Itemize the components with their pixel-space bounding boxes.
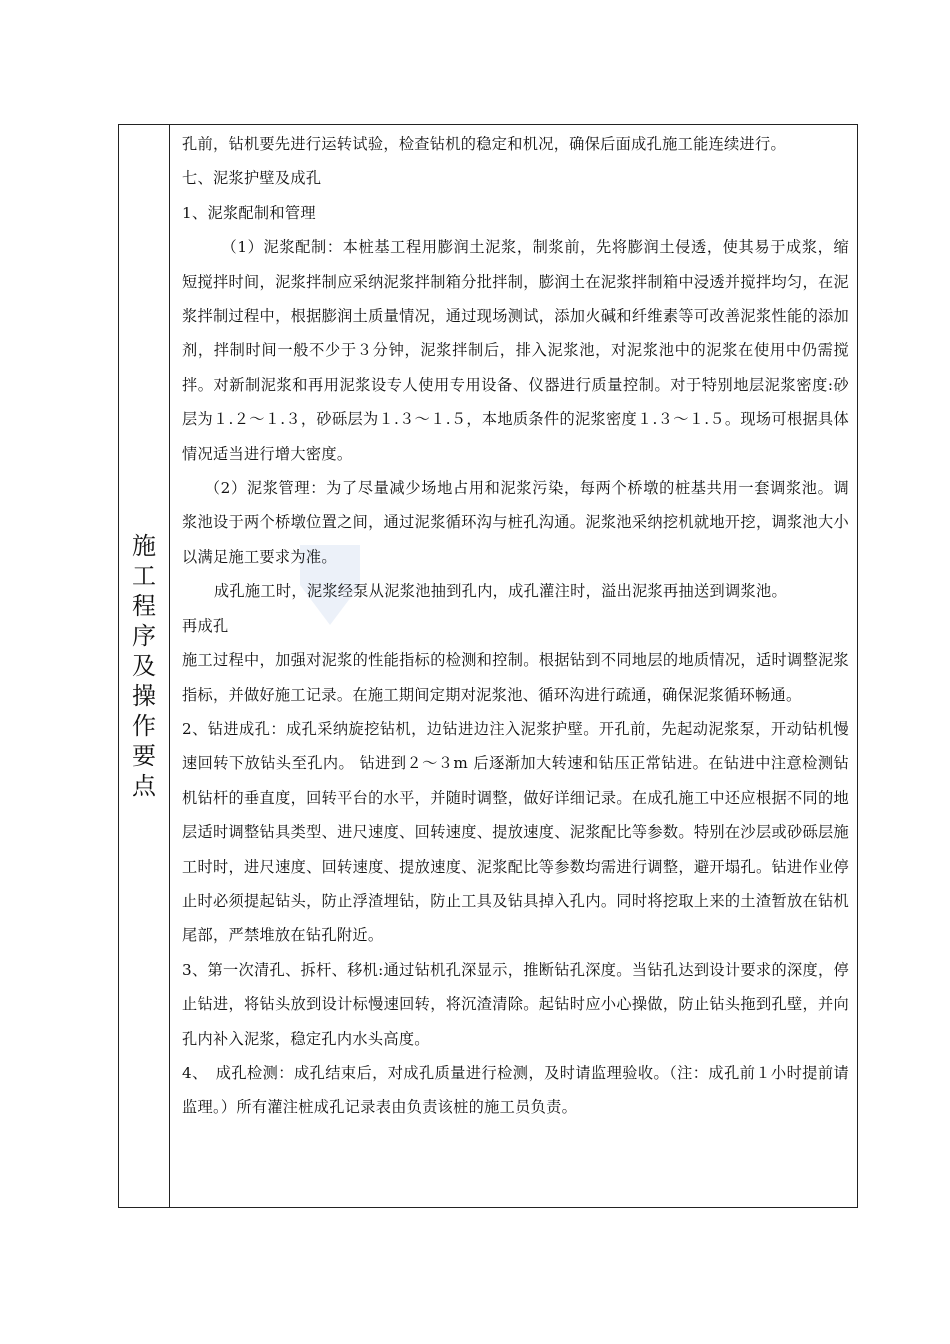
paragraph-mud-management: （2）泥浆管理：为了尽量减少场地占用和泥浆污染，每两个桥墩的桩基共用一套调浆池。调浆池设于两个桥墩位置之间，通过泥浆循环沟与桩孔沟通。泥浆池采纳挖机就地开挖，调浆池大小以满足施工要求为准。 — [182, 479, 849, 566]
paragraph-drill-test: 孔前，钻机要先进行运转试验，检查钻机的稳定和机况，确保后面成孔施工能连续进行。 — [182, 135, 787, 153]
paragraph-mud-prep: （1）泥浆配制：本桩基工程用膨润土泥浆，制浆前，先将膨润土侵透，使其易于成浆，缩短搅拌时间，泥浆拌制应采纳泥浆拌制箱分批拌制，膨润土在泥浆拌制箱中浸透并搅拌均匀，在泥浆拌制过程中，根据膨润土质量情况，通过现场测试，添加火碱和纤维素等可改善泥浆性能的添加剂，拌制时间一般不少于３分钟，泥浆拌制后，排入泥浆池，对泥浆池中的泥浆在使用中仍需搅拌。对新制泥浆和再用泥浆设专人使用专用设备、仪器进行质量控制。对于特别地层泥浆密度:砂层为１.２～１.３，砂砾层为１.３～１.５，本地质条件的泥浆密度１.３～１.５。现场可根据具体情况适当进行增大密度。 — [182, 238, 849, 463]
paragraph-drilling: 2、钻进成孔：成孔采纳旋挖钻机，边钻进边注入泥浆护壁。开孔前，先起动泥浆泵，开动钻机慢速回转下放钻头至孔内。 钻进到２～３m 后逐渐加大转速和钻压正常钻进。在钻进中注意检测钻机钻杆的垂直度，回转平台的水平，并随时调整，做好详细记录。在成孔施工中还应根据不同的地层适时调整钻具类型、进尺速度、回转速度、提放速度、泥浆配比等参数。特别在沙层或砂砾层施工时时，进尺速度、回转速度、提放速度、泥浆配比等参数均需进行调整，避开塌孔。钻进作业停止时必须提起钻头，防止浮渣埋钻，防止工具及钻具掉入孔内。同时将挖取上来的土渣暂放在钻机尾部，严禁堆放在钻孔附近。 — [182, 719, 849, 945]
procedure-table — [118, 124, 858, 1208]
table-row — [119, 125, 858, 1208]
heading-mud-wall: 七、泥浆护壁及成孔 — [182, 169, 322, 188]
paragraph-first-cleaning: 3、第一次清孔、拆杆、移机:通过钻机孔深显示，推断钻孔深度。当钻孔达到设计要求的深度，停止钻进，将钻头放到设计标慢速回转，将沉渣清除。起钻时应小心操做，防止钻头拖到孔壁，并向孔内补入泥浆，稳定孔内水头高度。 — [182, 960, 849, 1048]
paragraph-construction-process: 施工过程中，加强对泥浆的性能指标的检测和控制。根据钻到不同地层的地质情况，适时调整泥浆指标，并做好施工记录。在施工期间定期对泥浆池、循环沟进行疏通，确保泥浆循环畅通。 — [182, 651, 849, 704]
paragraph-re-hole: 再成孔 — [182, 616, 229, 635]
content-cell — [170, 125, 858, 1208]
heading-mud-prep: 1、泥浆配制和管理 — [182, 203, 316, 222]
section-label-cell — [119, 125, 170, 1208]
section-label: 施工程序及操作要点 — [132, 532, 156, 800]
paragraph-hole-inspection: 4、 成孔检测：成孔结束后，对成孔质量进行检测，及时请监理验收。（注：成孔前１小时提前请监理。）所有灌注桩成孔记录表由负责该桩的施工员负责。 — [182, 1063, 849, 1117]
paragraph-hole-construction: 成孔施工时，泥浆经泵从泥浆池抽到孔内，成孔灌注时，溢出泥浆再抽送到调浆池。 — [213, 582, 787, 601]
